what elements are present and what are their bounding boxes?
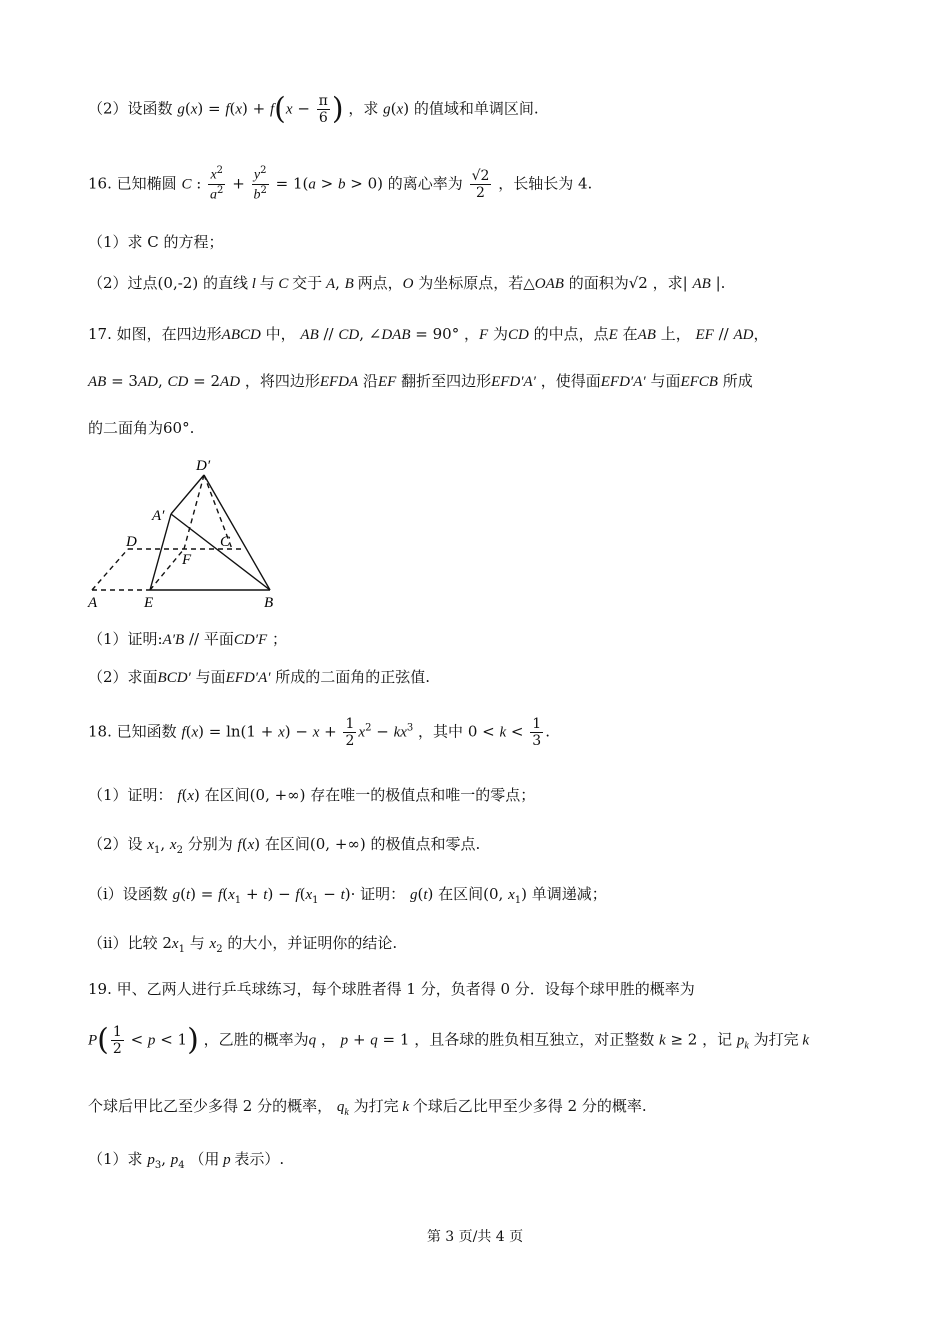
q16-part1: （1）求 C 的方程； xyxy=(88,233,224,251)
edge-EA1 xyxy=(150,514,171,590)
q19-stem-3: 个球后甲比乙至少多得 2 分的概率， $q_k$ 为打完 k 个球后乙比甲至少多得 2 分的概率. xyxy=(88,1097,647,1118)
q18-stem: 18. 已知函数 f(x) = ln(1 + x) − x + $\frac{1}{2}$ $x^2 - kx^3$ ，其中 0 < k < $\frac{1}{3}$ . xyxy=(88,716,550,750)
q18-part1: （1）证明： f(x) 在区间(0, +∞) 存在唯一的极值点和唯一的零点； xyxy=(88,786,536,804)
q19-stem: 19. 甲、乙两人进行乒乓球练习，每个球胜者得 1 分，负者得 0 分．设每个球甲胜的概率为 xyxy=(88,980,695,998)
label-E: E xyxy=(144,595,154,611)
label-D: D xyxy=(126,534,137,550)
label-C: C xyxy=(220,534,231,550)
edge-D1B xyxy=(204,475,270,590)
q19-stem-2: P( $\frac{1}{2}$ < p < 1) ，乙胜的概率为q ， p + q = 1 ，且各球的胜负相互独立，对正整数 k ≥ 2 ，记 $p_k$ 为打完 k xyxy=(88,1022,810,1058)
q18-part2-i: （i）设函数 $g(t) = f(x_1 + t) - f(x_1 - t)\cdot$ 证明： g(t) 在区间(0, $x_1$) 单调递减； xyxy=(88,885,607,906)
label-A: A xyxy=(88,595,98,611)
folded-quadrilateral-figure xyxy=(80,452,300,617)
q16-part2: （2）过点(0,-2) 的直线 l 与 C 交于 A, B 两点，O 为坐标原点，若△OAB 的面积为√2 ，求| AB |. xyxy=(88,274,726,292)
q18-part2-ii: （ii）比较 $2x_1$ 与 $x_2$ 的大小，并证明你的结论. xyxy=(88,934,398,955)
label-B: B xyxy=(264,595,274,611)
page-footer: 第 3 页/共 4 页 xyxy=(426,1229,524,1245)
q16-stem: 16. 已知椭圆 C : $\frac{x^2}{a^2}$ + $\frac{y^2}{b^2}$ = 1(a > b > 0) 的离心率为 $\frac{√2}{2}$ ，长轴长为 4. xyxy=(88,165,593,203)
q15-part2: （2）设函数 g(x) = f(x) + f(x − $\frac{\pi}{6}$ ) ，求 g(x) 的值域和单调区间. xyxy=(88,91,539,127)
q17-part2: （2）求面BCD′ 与面EFD′A′ 所成的二面角的正弦值. xyxy=(88,668,431,686)
q17-stem-3: 的二面角为60°. xyxy=(88,419,195,437)
edge-AD xyxy=(92,549,128,590)
q17-stem: 17. 如图，在四边形ABCD 中， AB // CD, ∠DAB = 90° ，F 为CD 的中点，点E 在AB 上， EF // AD， xyxy=(88,325,769,343)
q18-part2: （2）设 $x_1$, $x_2$ 分别为 f(x) 在区间(0, +∞) 的极值点和零点. xyxy=(88,835,481,856)
q19-part1: （1）求 $p_3$, $p_4$ （用 p 表示）. xyxy=(88,1150,285,1171)
label-D-prime: D′ xyxy=(196,458,211,474)
q17-stem-2: AB = 3AD, CD = 2AD ，将四边形EFDA 沿EF 翻折至四边形EFD′A′ ，使得面EFD′A′ 与面EFCB 所成 xyxy=(88,372,753,390)
label-A-prime: A′ xyxy=(152,508,165,524)
label-F: F xyxy=(182,552,192,568)
q17-part1: （1）证明:A′B // 平面CD′F ； xyxy=(88,630,287,648)
